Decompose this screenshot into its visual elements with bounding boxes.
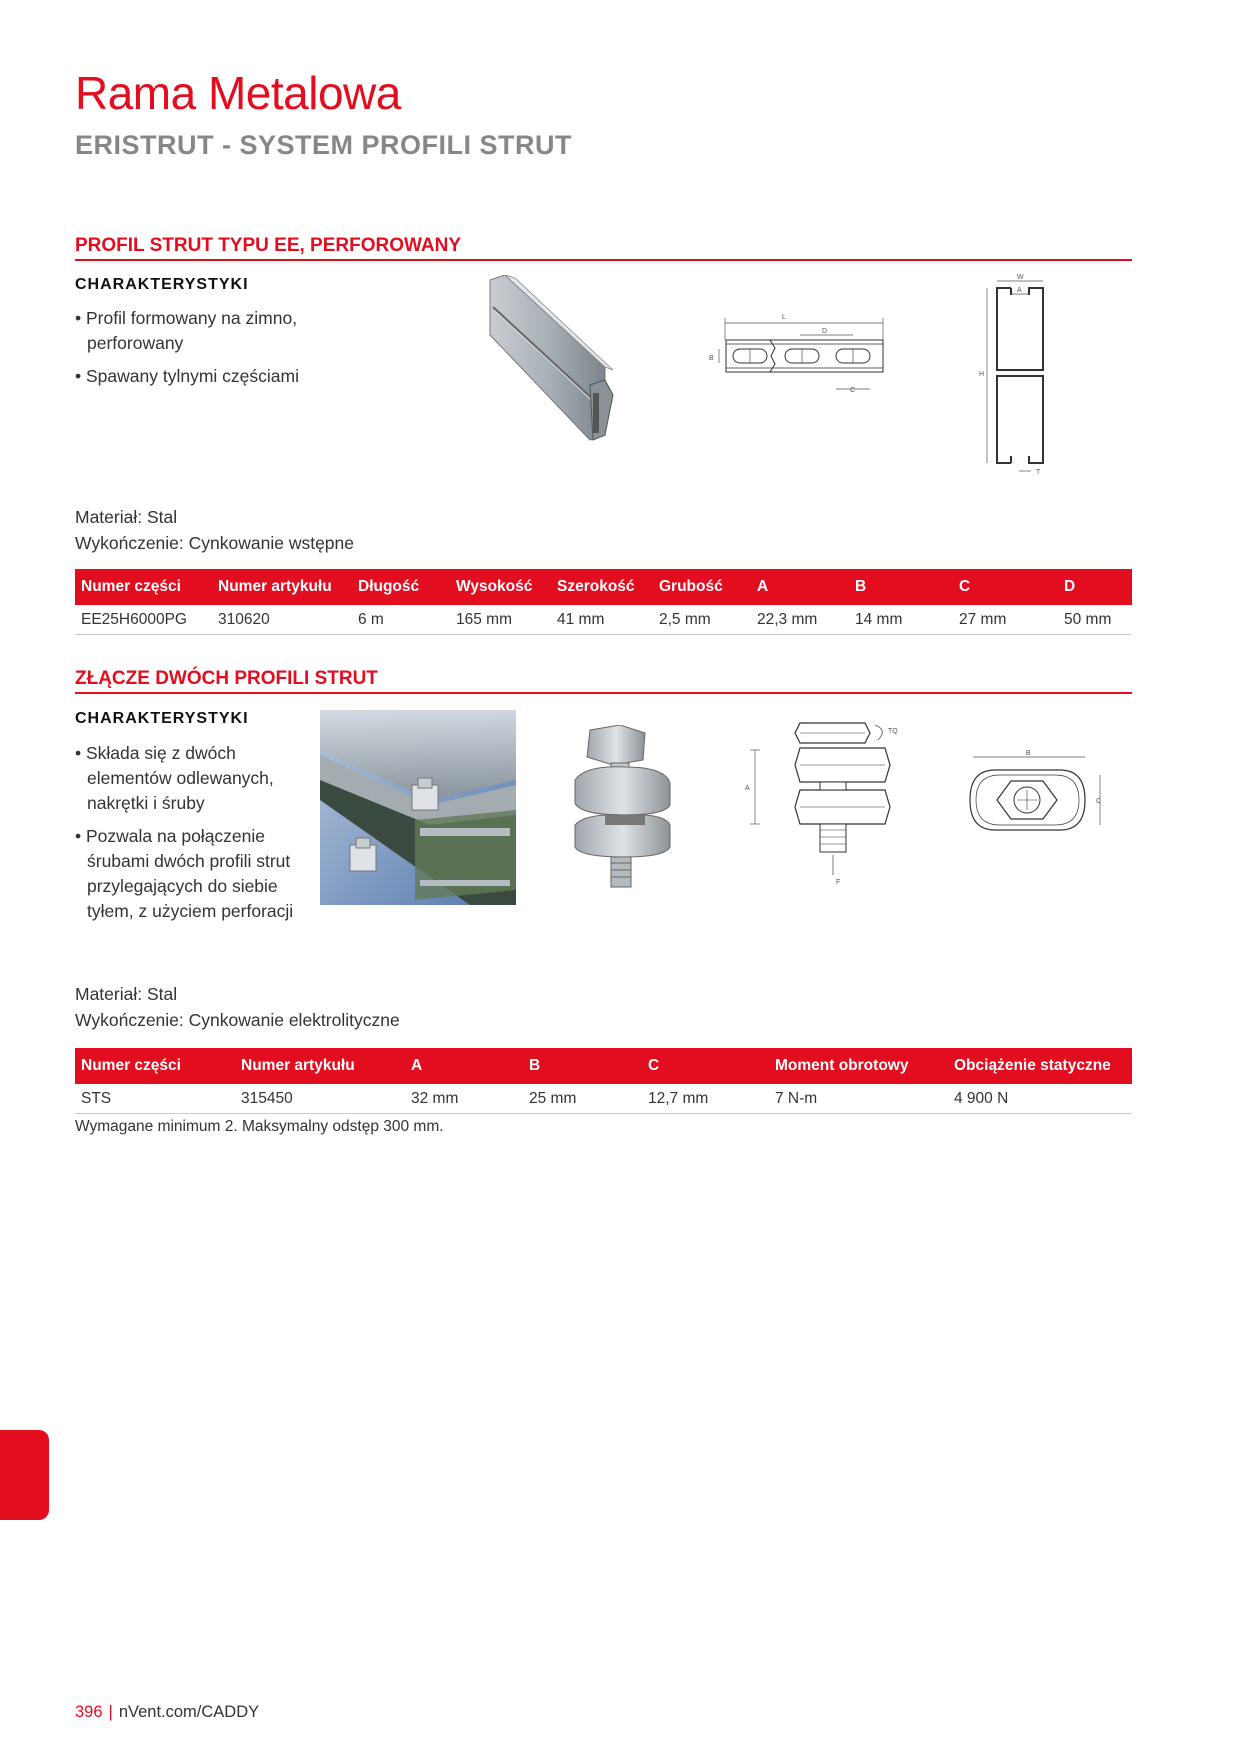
- footer-site-link[interactable]: nVent.com/CADDY: [118, 1703, 260, 1721]
- col-header: B: [523, 1048, 642, 1084]
- table-cell: 165 mm: [450, 605, 551, 635]
- feature-list: [75, 741, 300, 932]
- col-header: Grubość: [653, 569, 751, 605]
- label-B: B: [709, 355, 714, 362]
- page-subtitle: ERISTRUT - SYSTEM PROFILI STRUT: [75, 130, 573, 160]
- label-D: D: [822, 328, 828, 335]
- label-C: C: [850, 387, 856, 394]
- section-tab-marker: [0, 1430, 49, 1520]
- table-cell: 32 mm: [405, 1084, 523, 1114]
- table-cell: 25 mm: [523, 1084, 642, 1114]
- table-cell: STS: [75, 1084, 235, 1114]
- characteristics-heading: CHARAKTERYSTYKI: [75, 710, 249, 727]
- page-number: 396: [75, 1703, 103, 1721]
- col-header: Numer artykułu: [235, 1048, 405, 1084]
- label-A: A: [1017, 287, 1022, 294]
- material-text: [75, 504, 354, 556]
- characteristics-heading: CHARAKTERYSTYKI: [75, 276, 249, 293]
- finish: Wykończenie: Cynkowanie wstępne: [75, 533, 355, 553]
- connector-photo: [565, 725, 680, 890]
- table-cell: 315450: [235, 1084, 405, 1114]
- table-cell: 22,3 mm: [751, 605, 849, 635]
- list-item: • Spawany tylnymi częściami: [75, 364, 305, 389]
- label-B: B: [1026, 750, 1031, 757]
- spec-table: [75, 569, 1132, 635]
- table-cell: 7 N-m: [769, 1084, 948, 1114]
- perforation-diagram: [705, 310, 905, 410]
- section-heading: ZŁĄCZE DWÓCH PROFILI STRUT: [75, 668, 1132, 694]
- material-text: [75, 981, 400, 1033]
- strut-channel-photo: [485, 275, 625, 447]
- col-header: Szerokość: [551, 569, 653, 605]
- label-T: T: [1036, 469, 1041, 476]
- finish: Wykończenie: Cynkowanie elektrolityczne: [75, 1010, 400, 1030]
- table-header-row: [75, 1048, 1132, 1084]
- col-header: Numer artykułu: [212, 569, 352, 605]
- col-header: Długość: [352, 569, 450, 605]
- feature-list: [75, 306, 305, 397]
- col-header: Obciążenie statyczne: [948, 1048, 1132, 1084]
- connector-side-diagram: [740, 710, 920, 900]
- table-cell: 12,7 mm: [642, 1084, 769, 1114]
- col-header: Wysokość: [450, 569, 551, 605]
- label-TQ: TQ: [888, 728, 898, 735]
- label-L: L: [782, 314, 786, 321]
- col-header: C: [642, 1048, 769, 1084]
- table-cell: 310620: [212, 605, 352, 635]
- table-cell: 41 mm: [551, 605, 653, 635]
- col-header: D: [1058, 569, 1132, 605]
- table-header-row: [75, 569, 1132, 605]
- label-W: W: [1017, 274, 1024, 281]
- col-header: Moment obrotowy: [769, 1048, 948, 1084]
- list-item: • Składa się z dwóch elementów odlewanych, nakrętki i śruby: [75, 741, 300, 816]
- col-header: A: [405, 1048, 523, 1084]
- section-heading: PROFIL STRUT TYPU EE, PERFOROWANY: [75, 235, 1132, 261]
- page-footer: 396 | nVent.com/CADDY: [75, 1703, 260, 1721]
- page-title: Rama Metalowa: [75, 67, 401, 119]
- col-header: Numer części: [75, 1048, 235, 1084]
- table-cell: 14 mm: [849, 605, 953, 635]
- label-F: F: [836, 879, 841, 886]
- table-cell: 4 900 N: [948, 1084, 1132, 1114]
- col-header: A: [751, 569, 849, 605]
- installation-note: Wymagane minimum 2. Maksymalny odstęp 300 mm.: [75, 1118, 444, 1135]
- col-header: Numer części: [75, 569, 212, 605]
- table-cell: EE25H6000PG: [75, 605, 212, 635]
- label-C: C: [1096, 798, 1102, 805]
- spec-table: [75, 1048, 1132, 1114]
- table-row: [75, 1084, 1132, 1114]
- list-item: • Pozwala na połączenie śrubami dwóch profili strut przylegających do siebie tyłem, z użyciem perforacji: [75, 824, 300, 924]
- col-header: C: [953, 569, 1058, 605]
- connector-top-diagram: [965, 745, 1115, 840]
- cross-section-diagram: [975, 273, 1065, 478]
- col-header: B: [849, 569, 953, 605]
- list-item: • Profil formowany na zimno, perforowany: [75, 306, 305, 356]
- material: Materiał: Stal: [75, 984, 178, 1004]
- table-cell: 27 mm: [953, 605, 1058, 635]
- label-H: H: [979, 371, 985, 378]
- table-cell: 2,5 mm: [653, 605, 751, 635]
- table-row: [75, 605, 1132, 635]
- installation-photo: [320, 710, 516, 905]
- table-cell: 6 m: [352, 605, 450, 635]
- label-A: A: [745, 785, 750, 792]
- table-cell: 50 mm: [1058, 605, 1132, 635]
- material: Materiał: Stal: [75, 507, 178, 527]
